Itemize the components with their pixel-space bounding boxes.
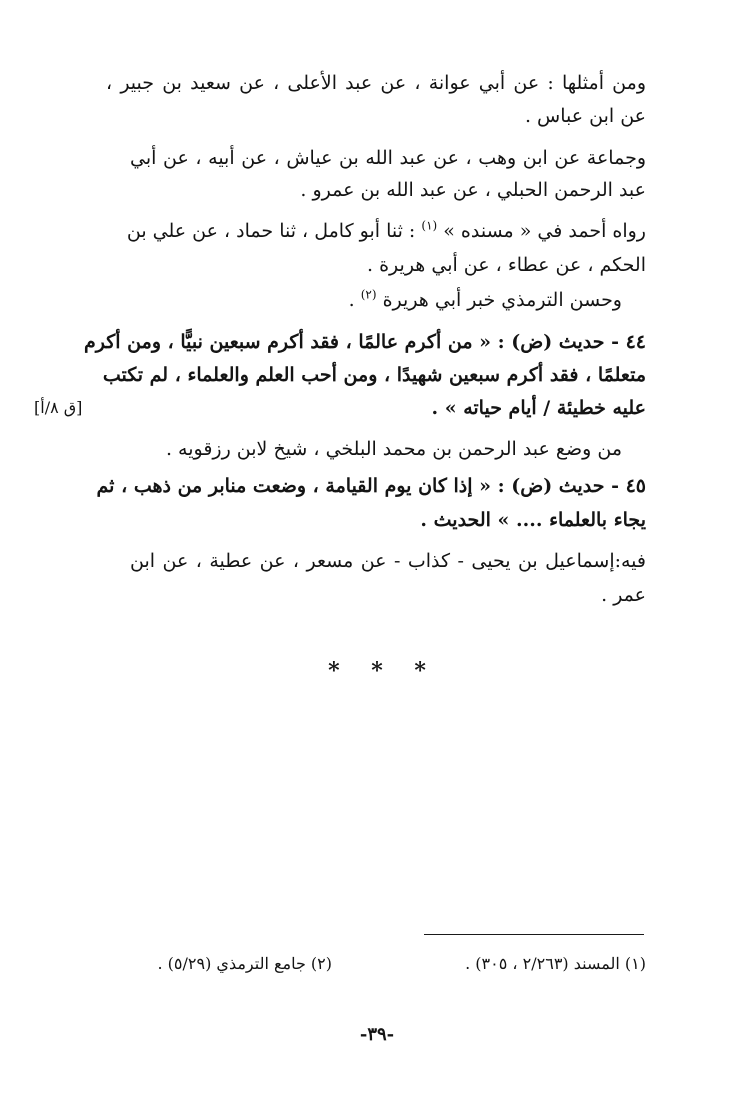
- footnote-divider: [424, 934, 644, 935]
- page-number: -٣٩-: [359, 1024, 395, 1045]
- body-line: وجماعة عن ابن وهب ، عن عبد الله بن عياش ، عن أبيه ، عن أبي: [130, 147, 646, 169]
- hadith-44-line: ٤٤ - حديث (ض) : « من أكرم عالمًا ، فقد أكرم سبعين نبيًّا ، ومن أكرم: [84, 331, 646, 353]
- body-text: : ثنا أبو كامل ، ثنا حماد ، عن علي بن: [126, 220, 416, 242]
- hadith-45-line: ٤٥ - حديث (ض) : « إذا كان يوم القيامة ، وضعت منابر من ذهب ، ثم: [96, 475, 646, 497]
- footnote-2: (٢) جامع الترمذي (٥/٢٩) .: [157, 954, 332, 973]
- body-line: من وضع عبد الرحمن بن محمد البلخي ، شيخ لابن رزقويه .: [165, 438, 622, 460]
- body-line: فيه:إسماعيل بن يحيى - كذاب - عن مسعر ، عن عطية ، عن ابن: [130, 550, 646, 572]
- body-text: .: [348, 289, 355, 311]
- body-text: وحسن الترمذي خبر أبي هريرة: [382, 289, 622, 311]
- body-line: [126, 216, 646, 246]
- body-line: [349, 285, 622, 315]
- hadith-44-line: متعلمًا ، فقد أكرم سبعين شهيدًا ، ومن أحب العلم والعلماء ، لم تكتب: [102, 364, 646, 386]
- footnote-ref: (١): [421, 218, 438, 233]
- section-separator: * * *: [328, 658, 426, 684]
- footnote-1: (١) المسند (٢/٢٦٣ ، ٣٠٥) .: [465, 954, 646, 973]
- body-line: عبد الرحمن الحبلي ، عن عبد الله بن عمرو .: [300, 179, 646, 201]
- body-line: عمر .: [601, 584, 646, 606]
- body-line: ومن أمثلها : عن أبي عوانة ، عن عبد الأعلى ، عن سعيد بن جبير ،: [106, 72, 646, 94]
- footnote-ref: (٢): [360, 287, 377, 302]
- body-line: عن ابن عباس .: [524, 105, 646, 127]
- manuscript-folio-note: [ق ٨/أ]: [34, 398, 83, 417]
- body-line: الحكم ، عن عطاء ، عن أبي هريرة .: [367, 254, 646, 276]
- hadith-45-line: يجاء بالعلماء .... » الحديث .: [420, 509, 646, 531]
- hadith-44-line: عليه خطيئة / أيام حياته » .: [431, 397, 646, 419]
- body-text: رواه أحمد في « مسنده »: [443, 220, 646, 242]
